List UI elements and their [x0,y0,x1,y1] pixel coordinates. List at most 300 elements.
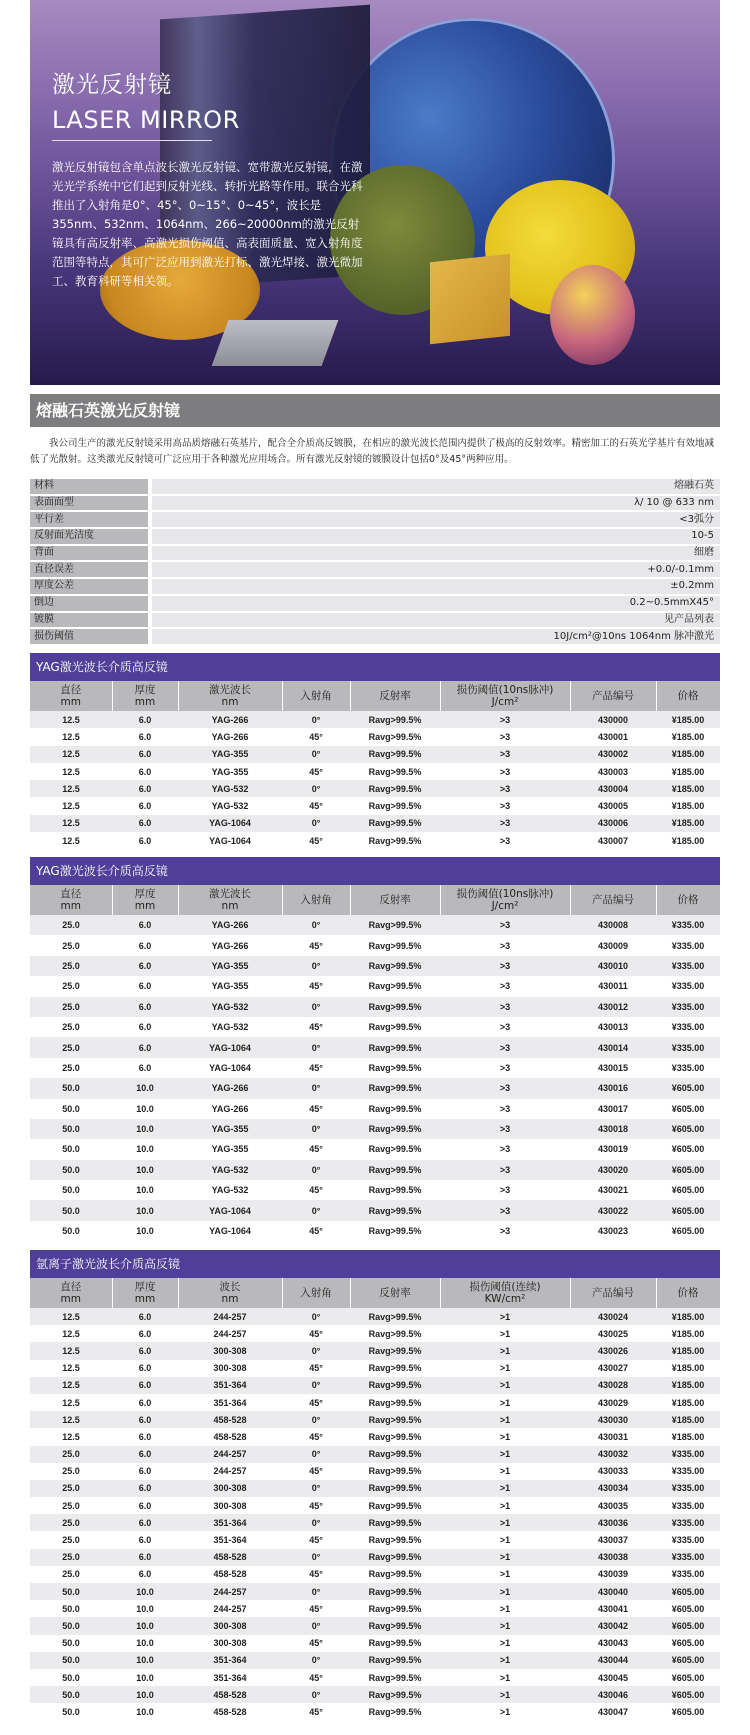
table-cell: 6.0 [112,1531,178,1548]
table-cell: 25.0 [30,1037,112,1057]
table-cell: Ravg>99.5% [350,1180,440,1200]
table-cell: 0° [282,1037,350,1057]
table-cell: ¥185.00 [656,1377,720,1394]
table-cell: 6.0 [112,780,178,797]
table-cell: 430010 [570,956,656,976]
table-cell: Ravg>99.5% [350,1549,440,1566]
table-cell: Ravg>99.5% [350,1411,440,1428]
table-cell: >3 [440,1221,570,1241]
table-cell: 45° [282,1497,350,1514]
spec-row [30,546,720,561]
spec-label: 倒边 [30,596,148,611]
table-cell: 0° [282,1200,350,1220]
table-cell: ¥185.00 [656,815,720,832]
table-header-row [30,1278,720,1308]
table-cell: 25.0 [30,1549,112,1566]
column-header: 激光波长 nm [178,681,282,711]
table-cell: 430015 [570,1058,656,1078]
table-cell: 45° [282,1600,350,1617]
table-cell: Ravg>99.5% [350,956,440,976]
table-cell: >1 [440,1360,570,1377]
table-cell: Ravg>99.5% [350,1463,440,1480]
table-cell: ¥605.00 [656,1119,720,1139]
column-header: 厚度 mm [112,885,178,915]
table-cell: 45° [282,832,350,849]
table-cell: >1 [440,1514,570,1531]
table-cell: >3 [440,1099,570,1119]
table-cell: 6.0 [112,1377,178,1394]
table-cell: >3 [440,1160,570,1180]
table-cell: 45° [282,1635,350,1652]
table-cell: 50.0 [30,1583,112,1600]
table-cell: 6.0 [112,1308,178,1325]
table-row [30,915,720,935]
table-cell: 25.0 [30,1017,112,1037]
table-row [30,1160,720,1180]
table-cell: 351-364 [178,1394,282,1411]
table-row [30,1583,720,1600]
table-cell: ¥185.00 [656,746,720,763]
spec-label: 厚度公差 [30,579,148,594]
table-cell: >3 [440,1058,570,1078]
table-cell: >3 [440,935,570,955]
table-cell: YAG-532 [178,1017,282,1037]
table-cell: 0° [282,1514,350,1531]
spec-value: 10-5 [152,529,720,544]
table-cell: 6.0 [112,1428,178,1445]
table-cell: YAG-532 [178,1160,282,1180]
table-row [30,1428,720,1445]
table-cell: 430027 [570,1360,656,1377]
table-cell: >1 [440,1480,570,1497]
table-cell: ¥335.00 [656,976,720,996]
table-cell: 10.0 [112,1099,178,1119]
column-header: 产品编号 [570,885,656,915]
table-row [30,1058,720,1078]
table-cell: ¥185.00 [656,1342,720,1359]
table-cell: 6.0 [112,832,178,849]
table-cell: 12.5 [30,1411,112,1428]
table-cell: Ravg>99.5% [350,1139,440,1159]
table-cell: Ravg>99.5% [350,915,440,935]
table-row [30,1480,720,1497]
spec-label: 背面 [30,546,148,561]
table-cell: ¥185.00 [656,832,720,849]
column-header: 损伤阈值(10ns脉冲) J/cm² [440,681,570,711]
table-cell: Ravg>99.5% [350,763,440,780]
spec-row [30,596,720,611]
table-cell: 430032 [570,1446,656,1463]
table-cell: 6.0 [112,1463,178,1480]
table-cell: 12.5 [30,711,112,728]
table-cell: 244-257 [178,1325,282,1342]
table-cell: 10.0 [112,1686,178,1703]
table-cell: 45° [282,1428,350,1445]
column-header: 产品编号 [570,1278,656,1308]
table-cell: 6.0 [112,1394,178,1411]
table-cell: 430008 [570,915,656,935]
table-cell: Ravg>99.5% [350,711,440,728]
table-cell: 0° [282,1446,350,1463]
table-cell: ¥185.00 [656,797,720,814]
table-cell: Ravg>99.5% [350,1480,440,1497]
table-cell: Ravg>99.5% [350,1078,440,1098]
table-cell: YAG-266 [178,1099,282,1119]
table-cell: ¥335.00 [656,1497,720,1514]
table-cell: 430029 [570,1394,656,1411]
table-cell: >1 [440,1617,570,1634]
table-row [30,1617,720,1634]
table-cell: 430044 [570,1652,656,1669]
table-cell: 6.0 [112,1325,178,1342]
table-cell: 45° [282,1531,350,1548]
table-row [30,832,720,849]
table-cell: Ravg>99.5% [350,1446,440,1463]
table-cell: ¥335.00 [656,1566,720,1583]
table-cell: 244-257 [178,1308,282,1325]
table-cell: YAG-1064 [178,1200,282,1220]
table-cell: 45° [282,1394,350,1411]
column-header: 价格 [656,1278,720,1308]
table-row [30,1463,720,1480]
table-row [30,1139,720,1159]
table-cell: ¥335.00 [656,1531,720,1548]
spec-row [30,562,720,577]
spec-label: 反射面光洁度 [30,529,148,544]
table-cell: >1 [440,1635,570,1652]
table-row [30,746,720,763]
yag-table-large [30,885,721,1241]
table-cell: 45° [282,728,350,745]
table-cell: Ravg>99.5% [350,1583,440,1600]
column-header: 厚度 mm [112,1278,178,1308]
table-cell: Ravg>99.5% [350,1669,440,1686]
table-cell: ¥335.00 [656,1037,720,1057]
table-cell: ¥335.00 [656,1463,720,1480]
table-row [30,763,720,780]
table-cell: 430007 [570,832,656,849]
table-cell: 12.5 [30,1308,112,1325]
table-cell: Ravg>99.5% [350,797,440,814]
table-cell: 300-308 [178,1497,282,1514]
table-cell: 25.0 [30,1463,112,1480]
table-cell: 430018 [570,1119,656,1139]
table-cell: >3 [440,1017,570,1037]
table-cell: 45° [282,1058,350,1078]
spec-row [30,512,720,527]
table-cell: 25.0 [30,956,112,976]
table-cell: 10.0 [112,1139,178,1159]
table-cell: ¥605.00 [656,1703,720,1720]
spec-row [30,529,720,544]
table-cell: 351-364 [178,1652,282,1669]
table-cell: >3 [440,797,570,814]
spec-value: 0.2~0.5mmX45° [152,596,720,611]
table-cell: >1 [440,1394,570,1411]
table-row [30,797,720,814]
table-cell: 430021 [570,1180,656,1200]
table-cell: 6.0 [112,956,178,976]
table-cell: 45° [282,1566,350,1583]
table-cell: 45° [282,797,350,814]
table-cell: YAG-1064 [178,832,282,849]
table-cell: ¥605.00 [656,1652,720,1669]
table-cell: >3 [440,728,570,745]
table-cell: ¥605.00 [656,1686,720,1703]
table-row [30,1342,720,1359]
table-cell: YAG-266 [178,935,282,955]
table-cell: YAG-355 [178,1119,282,1139]
table-cell: ¥335.00 [656,1514,720,1531]
table-cell: 50.0 [30,1078,112,1098]
table-cell: 0° [282,1119,350,1139]
table-cell: 25.0 [30,935,112,955]
table-cell: 458-528 [178,1411,282,1428]
table-cell: 50.0 [30,1635,112,1652]
table-cell: 430037 [570,1531,656,1548]
column-header: 入射角 [282,1278,350,1308]
table1-title: YAG激光波长介质高反镜 [30,653,720,681]
table-cell: 10.0 [112,1600,178,1617]
spec-row [30,579,720,594]
table-cell: 50.0 [30,1200,112,1220]
table-cell: >1 [440,1446,570,1463]
table-cell: 50.0 [30,1669,112,1686]
table-cell: Ravg>99.5% [350,832,440,849]
spec-value: λ/ 10 @ 633 nm [152,496,720,511]
table-cell: 6.0 [112,1514,178,1531]
spec-value: <3弧分 [152,512,720,527]
table-cell: 0° [282,1160,350,1180]
table-cell: 50.0 [30,1600,112,1617]
table-cell: Ravg>99.5% [350,1017,440,1037]
table-cell: 45° [282,1703,350,1720]
table-cell: 351-364 [178,1669,282,1686]
table-cell: Ravg>99.5% [350,1119,440,1139]
table-cell: 50.0 [30,1139,112,1159]
table-cell: ¥605.00 [656,1139,720,1159]
table-cell: YAG-1064 [178,1221,282,1241]
table-cell: Ravg>99.5% [350,1514,440,1531]
spec-value: 细磨 [152,546,720,561]
table-cell: 430013 [570,1017,656,1037]
table-cell: 12.5 [30,815,112,832]
table-cell: ¥185.00 [656,780,720,797]
table-cell: >1 [440,1686,570,1703]
table-cell: 0° [282,1377,350,1394]
table-cell: 50.0 [30,1180,112,1200]
table-row [30,1600,720,1617]
table-cell: Ravg>99.5% [350,1160,440,1180]
table-cell: 12.5 [30,1428,112,1445]
table-cell: Ravg>99.5% [350,1058,440,1078]
table-cell: Ravg>99.5% [350,1703,440,1720]
table-row [30,956,720,976]
table-cell: 430041 [570,1600,656,1617]
table-cell: ¥335.00 [656,1549,720,1566]
table-cell: 6.0 [112,976,178,996]
spec-value: 熔融石英 [152,479,720,494]
table-cell: 10.0 [112,1221,178,1241]
table-header-row [30,885,720,915]
table-cell: >3 [440,763,570,780]
table-cell: 0° [282,711,350,728]
spec-table [30,477,720,646]
table-cell: ¥185.00 [656,1360,720,1377]
table-cell: 430023 [570,1221,656,1241]
spec-value: 见产品列表 [152,613,720,628]
table-cell: 430001 [570,728,656,745]
table-cell: >3 [440,1139,570,1159]
spec-label: 平行差 [30,512,148,527]
table-cell: YAG-532 [178,1180,282,1200]
table-cell: 244-257 [178,1600,282,1617]
table-cell: 10.0 [112,1617,178,1634]
table-cell: >1 [440,1549,570,1566]
table-cell: Ravg>99.5% [350,1428,440,1445]
hero-description: 激光反射镜包含单点波长激光反射镜、宽带激光反射镜，在激光光学系统中它们起到反射光线、转折光路等作用。联合光科推出了入射角是0°、45°、0~15°、0~45°，波长是355nm、532nm、1064nm、266~20000nm的激光反射镜具有高反射率、高激光损伤阈值、高表面质量、宽入射角度范围等特点，其可广泛应用到激光打标、激光焊接、激光微加工、教育科研等相关领。 [52,160,363,288]
table-cell: 50.0 [30,1617,112,1634]
table-row [30,1703,720,1720]
section-intro: 我公司生产的激光反射镜采用高品质熔融石英基片，配合全介质高反镀膜，在相应的激光波长范围内提供了极高的反射效率。精密加工的石英光学基片有效地减低了光散射。这类激光反射镜可广泛应用于各种激光应用场合。所有激光反射镜的镀膜设计包括0°及45°两种应用。 [30,438,715,465]
table-cell: ¥185.00 [656,728,720,745]
table-cell: Ravg>99.5% [350,1037,440,1057]
argon-table [30,1278,721,1721]
table-cell: 430005 [570,797,656,814]
table-cell: 25.0 [30,915,112,935]
table-cell: 430034 [570,1480,656,1497]
table-cell: 25.0 [30,997,112,1017]
table-cell: 45° [282,1017,350,1037]
table-cell: 430002 [570,746,656,763]
table-row [30,1325,720,1342]
table-cell: >3 [440,1180,570,1200]
column-header: 入射角 [282,885,350,915]
table-cell: 6.0 [112,1480,178,1497]
column-header: 直径 mm [30,681,112,711]
table-cell: 12.5 [30,1394,112,1411]
table-cell: 430003 [570,763,656,780]
table-cell: 25.0 [30,1058,112,1078]
table-cell: ¥605.00 [656,1583,720,1600]
table-cell: 0° [282,1308,350,1325]
table-cell: ¥605.00 [656,1099,720,1119]
table-cell: >3 [440,976,570,996]
table-cell: 0° [282,997,350,1017]
column-header: 激光波长 nm [178,885,282,915]
table-cell: 12.5 [30,1342,112,1359]
table-cell: Ravg>99.5% [350,1200,440,1220]
table-cell: 430019 [570,1139,656,1159]
table-cell: YAG-532 [178,780,282,797]
table-cell: YAG-266 [178,728,282,745]
table-cell: Ravg>99.5% [350,935,440,955]
table-cell: Ravg>99.5% [350,1325,440,1342]
table-cell: ¥605.00 [656,1160,720,1180]
table-row [30,1549,720,1566]
table-cell: Ravg>99.5% [350,1342,440,1359]
table-cell: 10.0 [112,1652,178,1669]
table-cell: ¥335.00 [656,997,720,1017]
table-cell: 12.5 [30,780,112,797]
table-cell: ¥335.00 [656,956,720,976]
table-cell: YAG-355 [178,746,282,763]
table-cell: >3 [440,956,570,976]
table-cell: 430033 [570,1463,656,1480]
table-cell: 430011 [570,976,656,996]
column-header: 直径 mm [30,1278,112,1308]
table-cell: 430031 [570,1428,656,1445]
spec-label: 镀膜 [30,613,148,628]
table-cell: 430039 [570,1566,656,1583]
table-cell: >1 [440,1703,570,1720]
table-cell: 6.0 [112,1017,178,1037]
table-cell: 430014 [570,1037,656,1057]
column-header: 厚度 mm [112,681,178,711]
table-row [30,711,720,728]
table-cell: YAG-532 [178,997,282,1017]
table-cell: 6.0 [112,1037,178,1057]
table-cell: 430046 [570,1686,656,1703]
table-row [30,1017,720,1037]
table-cell: >3 [440,711,570,728]
table-cell: 6.0 [112,1446,178,1463]
column-header: 直径 mm [30,885,112,915]
column-header: 反射率 [350,1278,440,1308]
table-cell: 430022 [570,1200,656,1220]
table-cell: 6.0 [112,1549,178,1566]
table-cell: >3 [440,997,570,1017]
prism [212,320,339,366]
table-row [30,976,720,996]
table-cell: >1 [440,1531,570,1548]
table-cell: 6.0 [112,1497,178,1514]
table-cell: 6.0 [112,1360,178,1377]
table-cell: 45° [282,935,350,955]
table-row [30,728,720,745]
table-cell: 45° [282,1221,350,1241]
table-cell: 458-528 [178,1428,282,1445]
table-cell: YAG-266 [178,1078,282,1098]
table-cell: 430026 [570,1342,656,1359]
table-cell: 10.0 [112,1635,178,1652]
table2-title: YAG激光波长介质高反镜 [30,857,720,885]
table-cell: 458-528 [178,1566,282,1583]
table-cell: 351-364 [178,1514,282,1531]
table-cell: Ravg>99.5% [350,1686,440,1703]
square-mirror [430,254,510,344]
section-title: 熔融石英激光反射镜 [30,394,720,427]
table-cell: 10.0 [112,1200,178,1220]
column-header: 损伤阈值(连续) KW/cm² [440,1278,570,1308]
table-cell: 6.0 [112,815,178,832]
column-header: 反射率 [350,885,440,915]
table-cell: 50.0 [30,1099,112,1119]
table-cell: 6.0 [112,935,178,955]
table-cell: 430043 [570,1635,656,1652]
table-cell: ¥185.00 [656,711,720,728]
table-cell: YAG-355 [178,763,282,780]
spec-row [30,613,720,628]
table-cell: ¥335.00 [656,935,720,955]
table-cell: 25.0 [30,1566,112,1583]
hero-banner [30,0,720,385]
table-cell: 458-528 [178,1703,282,1720]
table-cell: >3 [440,1078,570,1098]
table-cell: 6.0 [112,711,178,728]
table-cell: 300-308 [178,1635,282,1652]
table-cell: 45° [282,1360,350,1377]
